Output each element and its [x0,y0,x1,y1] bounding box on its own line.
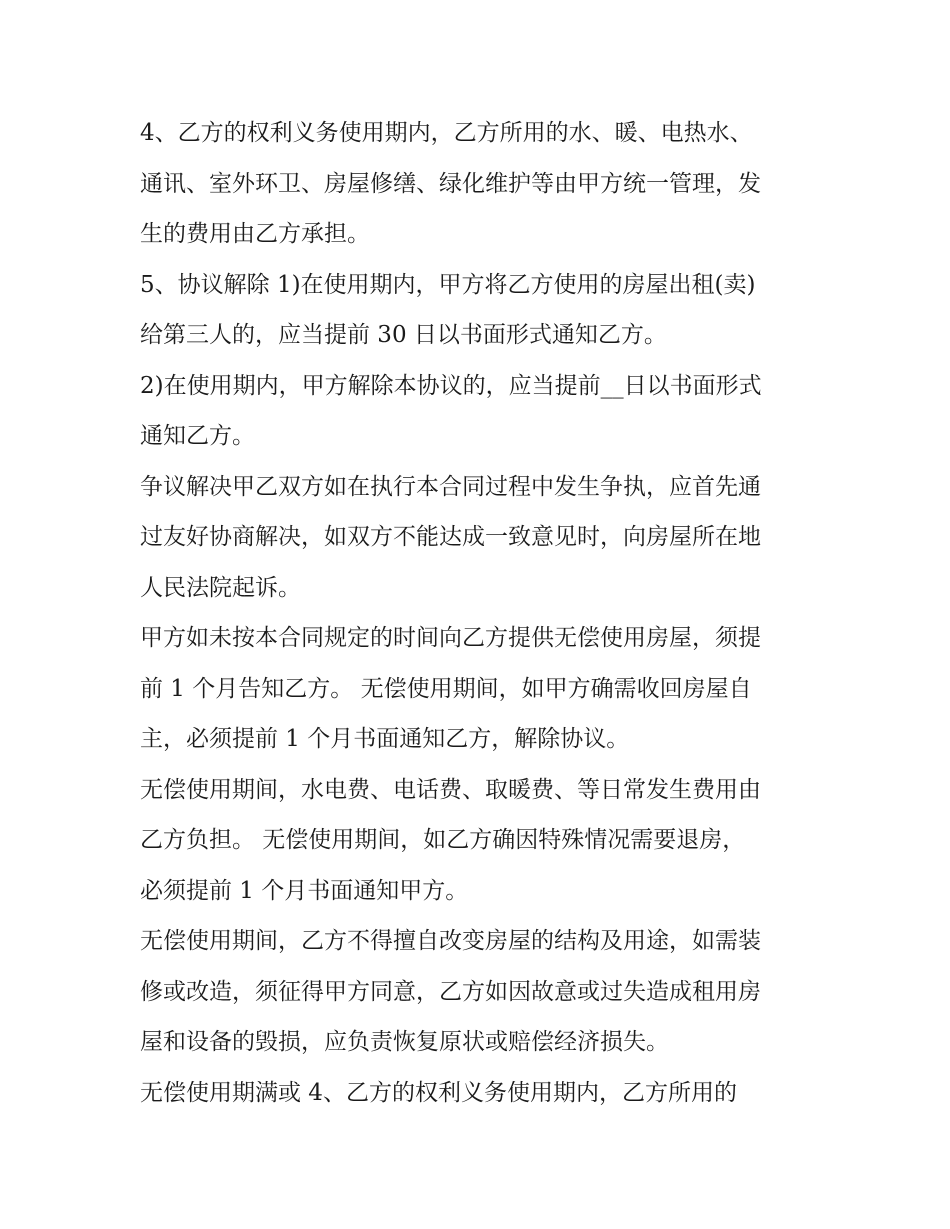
text-line: 人民法院起诉。 [140,574,301,601]
text-line: 4、乙方的权利义务使用期内，乙方所用的水、暖、电热水、 [140,120,753,146]
text-line: 甲方如未按本合同规定的时间向乙方提供无偿使用房屋，须提 [140,625,761,651]
text-line: 生的费用由乙方承担。 [140,221,370,247]
paragraph-structure-changes [140,916,820,1068]
text-line: 通知乙方。 [140,423,255,449]
text-line: 通讯、室外环卫、房屋修缮、绿化维护等由甲方统一管理，发 [140,170,761,197]
text-line: 给第三人的，应当提前 30 日以书面形式通知乙方。 [140,322,667,348]
paragraph-utility-costs [140,765,820,917]
text-line: 无偿使用期间，水电费、电话费、取暖费、等日常发生费用由 [140,776,761,803]
text-line: 屋和设备的毁损，应负责恢复原状或赔偿经济损失。 [140,1029,669,1055]
paragraph-termination-sale [140,260,820,361]
text-line: 5、协议解除 1)在使用期内，甲方将乙方使用的房屋出租(卖) [140,271,756,298]
document-body [140,108,820,1118]
paragraph-dispute-resolution [140,462,820,614]
text-line: 前 1 个月告知乙方。 无偿使用期间，如甲方确需收回房屋自 [140,675,752,702]
text-line: 乙方负担。 无偿使用期间，如乙方确因特殊情况需要退房， [140,827,746,853]
text-line: 无偿使用期间，乙方不得擅自改变房屋的结构及用途，如需装 [140,928,761,954]
text-line: 修或改造，须征得甲方同意，乙方如因故意或过失造成租用房 [140,978,761,1005]
paragraph-expiry [140,1068,820,1119]
text-line: 必须提前 1 个月书面通知甲方。 [140,877,469,904]
paragraph-termination-notice [140,361,820,462]
paragraph-landlord-notice [140,613,820,765]
text-line: 无偿使用期满或 4、乙方的权利义务使用期内，乙方所用的 [140,1079,737,1106]
text-line: 争议解决甲乙双方如在执行本合同过程中发生争执，应首先通 [140,473,761,500]
text-line: 2)在使用期内，甲方解除本协议的，应当提前__日以书面形式 [140,372,762,399]
text-line: 主，必须提前 1 个月书面通知乙方，解除协议。 [140,726,630,752]
text-line: 过友好协商解决，如双方不能达成一致意见时，向房屋所在地 [140,524,761,550]
paragraph-tenant-obligations [140,108,820,260]
